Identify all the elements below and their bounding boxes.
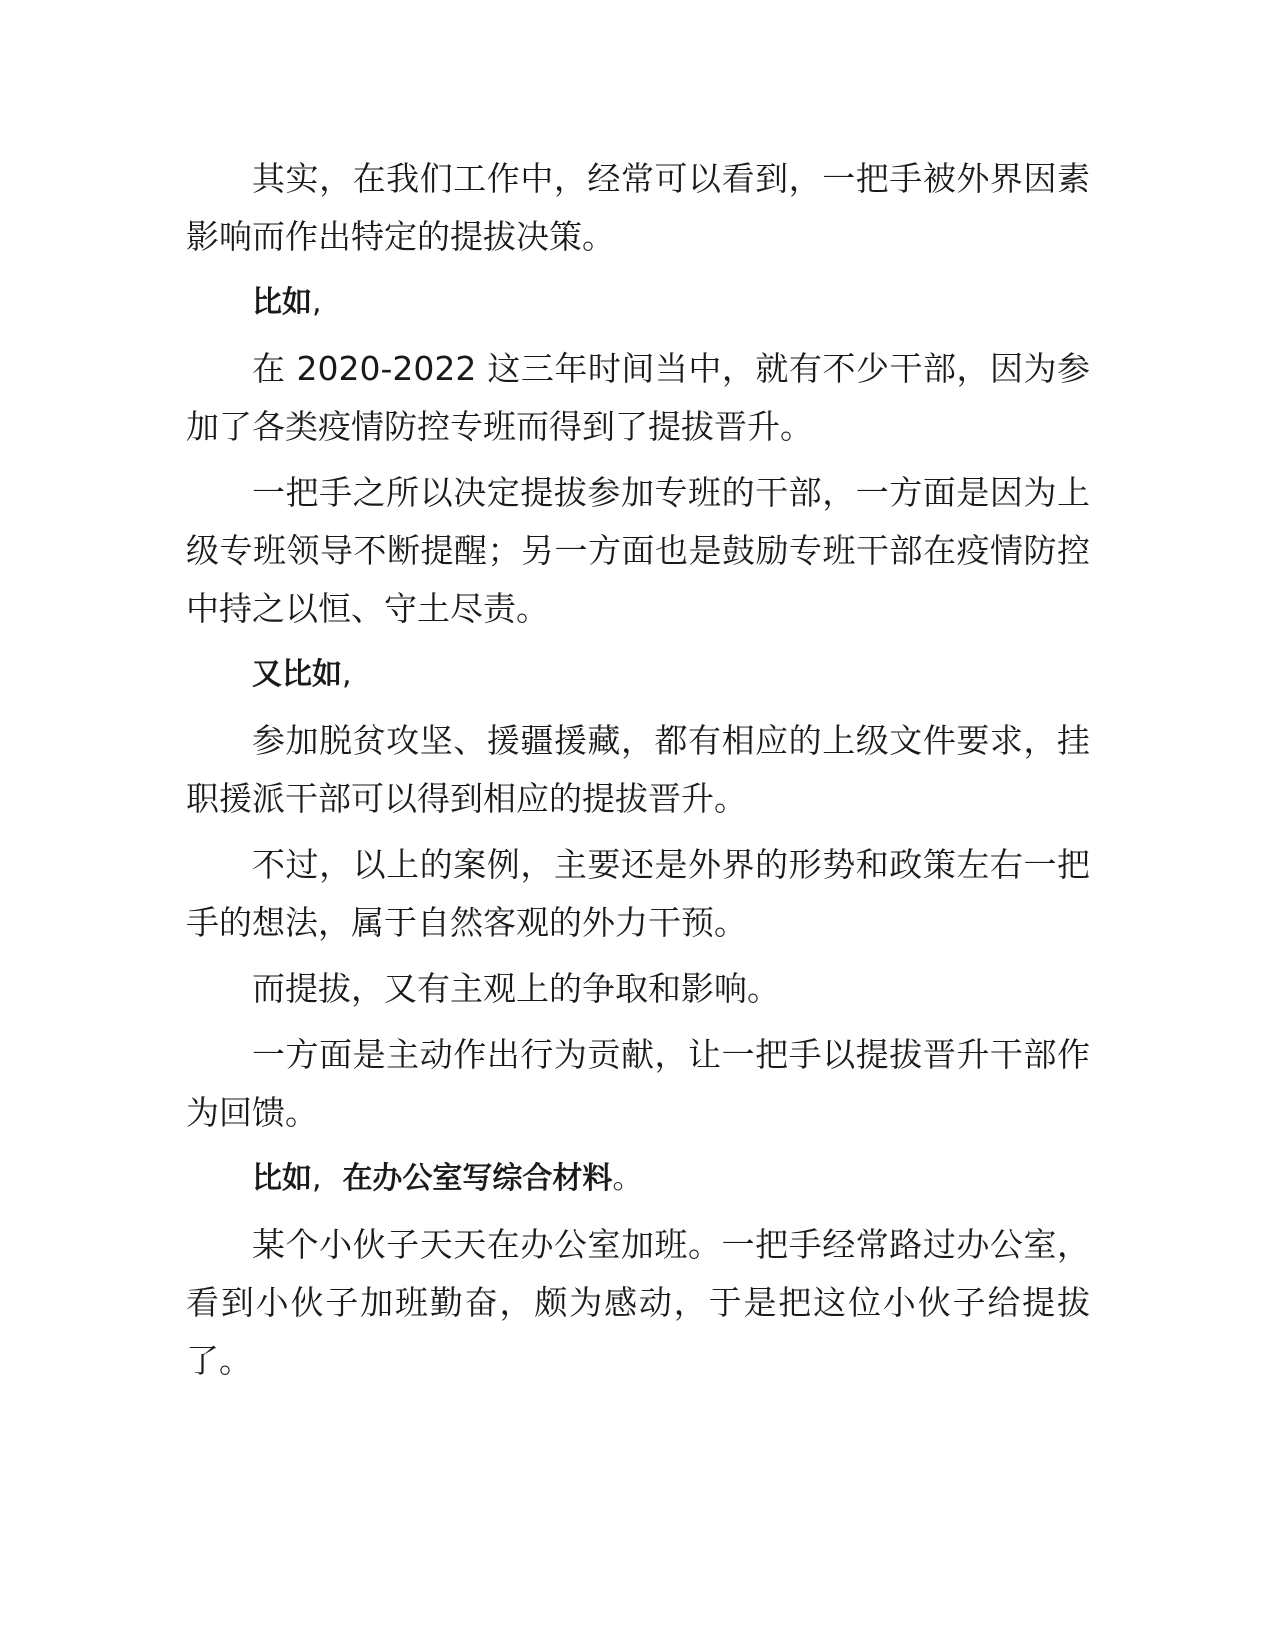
paragraph-1: 其实，在我们工作中，经常可以看到，一把手被外界因素影响而作出特定的提拔决策。 [186, 159, 1090, 256]
bold-lead-2: 在办公室写综合材料 [342, 1161, 613, 1196]
bold-lead: 又比如 [252, 657, 342, 692]
lead-comma: , [312, 1161, 322, 1196]
bold-lead: 比如 [252, 285, 312, 320]
paragraph-7: 不过，以上的案例，主要还是外界的形势和政策左右一把手的想法，属于自然客观的外力干预。 [186, 845, 1090, 942]
lead-spacer [322, 1161, 343, 1196]
lead-comma: , [342, 657, 352, 692]
paragraph-2-heading [186, 274, 1090, 332]
paragraph-10-heading [186, 1150, 1090, 1208]
paragraph-11: 某个小伙子天天在办公室加班。一把手经常路过办公室，看到小伙子加班勤奋，颇为感动，于是把这位小伙子给提拔了。 [186, 1225, 1090, 1380]
document-body [186, 150, 1090, 1398]
paragraph-9: 一方面是主动作出行为贡献，让一把手以提拔晋升干部作为回馈。 [186, 1035, 1090, 1132]
paragraph-4: 一把手之所以决定提拔参加专班的干部，一方面是因为上级专班领导不断提醒；另一方面也是鼓励专班干部在疫情防控中持之以恒、守土尽责。 [186, 473, 1090, 628]
paragraph-3: 在 2020-2022 这三年时间当中，就有不少干部，因为参加了各类疫情防控专班而得到了提拔晋升。 [186, 349, 1090, 446]
lead-comma: , [312, 285, 322, 320]
paragraph-5-heading [186, 646, 1090, 704]
bold-lead: 比如 [252, 1161, 312, 1196]
paragraph-8: 而提拔，又有主观上的争取和影响。 [252, 969, 780, 1008]
lead-period: 。 [612, 1161, 643, 1196]
paragraph-6: 参加脱贫攻坚、援疆援藏，都有相应的上级文件要求，挂职援派干部可以得到相应的提拔晋升。 [186, 721, 1090, 818]
